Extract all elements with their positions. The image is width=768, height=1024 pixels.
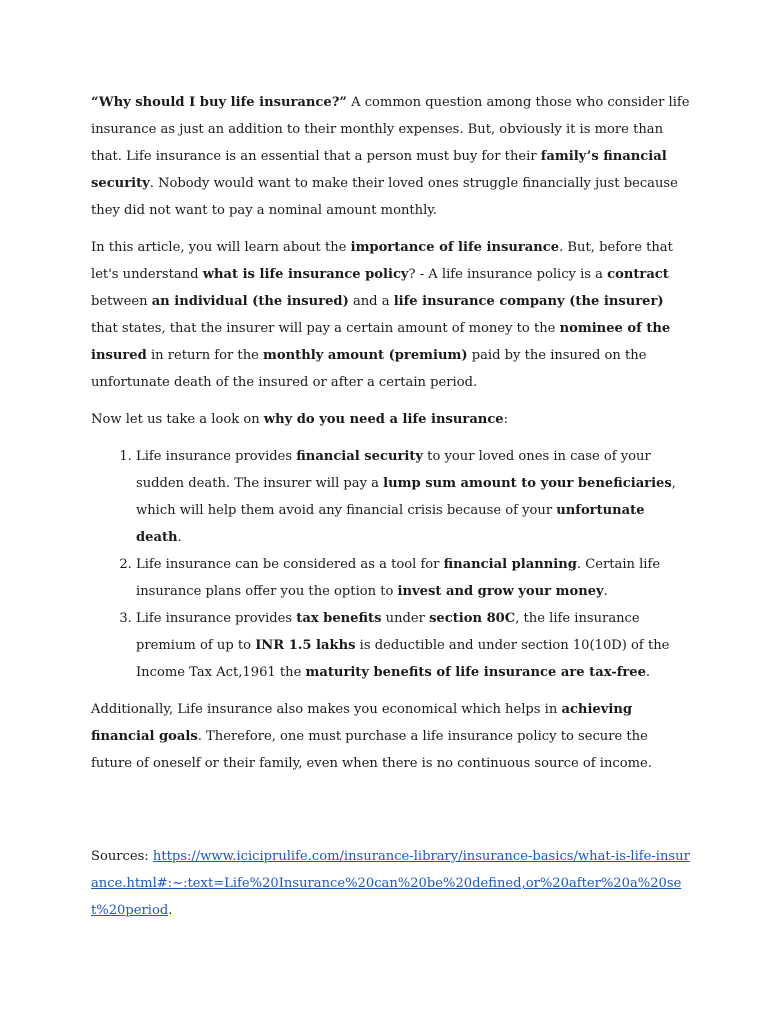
- item2-bold-1: financial planning: [443, 557, 577, 572]
- item1-text-1: Life insurance provides: [136, 449, 297, 464]
- list-item: [136, 443, 691, 551]
- intro-bold-1: family’s financial security: [91, 149, 667, 191]
- article-text-5: and a: [348, 294, 394, 309]
- closing-text-2: . Therefore, one must purchase a life insurance policy to secure the future of oneself or their family, even when there is no continuous source of income.: [91, 729, 652, 771]
- item1-bold-3: unfortunate death: [136, 503, 645, 545]
- article-text-4: between: [91, 294, 152, 309]
- item1-bold-1: financial security: [296, 449, 424, 464]
- article-bold-2: what is life insurance policy: [202, 267, 409, 282]
- item3-bold-3: INR 1.5 lakhs: [255, 638, 356, 653]
- article-bold-5: life insurance company (the insurer): [393, 294, 664, 309]
- item3-bold-2: section 80C: [429, 611, 516, 626]
- lead-paragraph: [91, 406, 691, 433]
- article-text-7: in return for the: [146, 348, 264, 363]
- intro-question: “Why should I buy life insurance?”: [91, 95, 347, 110]
- item3-text-4: is deductible and under section 10(10D) of the Income Tax Act,1961 the: [136, 638, 670, 680]
- article-text-3: ? - A life insurance policy is a: [408, 267, 608, 282]
- reasons-list: [91, 443, 691, 686]
- item3-text-5: .: [645, 665, 651, 680]
- sources-paragraph: [91, 843, 691, 924]
- intro-text-1: A common question among those who consider life insurance as just an addition to their monthly expenses. But, obviously it is more than that. Life insurance is an essential that a person must buy for their: [91, 95, 690, 164]
- item3-bold-4: maturity benefits of life insurance are tax-free: [305, 665, 646, 680]
- article-bold-7: monthly amount (premium): [263, 348, 468, 363]
- article-text-2: . But, before that let's understand: [91, 240, 673, 282]
- item1-text-4: .: [177, 530, 182, 545]
- lead-bold-1: why do you need a life insurance: [263, 412, 504, 427]
- article-bold-6: nominee of the insured: [91, 321, 671, 363]
- lead-text-1: Now let us take a look on: [91, 412, 264, 427]
- intro-text-2: . Nobody would want to make their loved ones struggle financially just because they did not want to pay a nominal amount monthly.: [91, 176, 678, 218]
- article-bold-3: contract: [607, 267, 669, 282]
- sources-end: .: [168, 903, 173, 918]
- article-bold-1: importance of life insurance: [350, 240, 560, 255]
- item1-text-3: , which will help them avoid any financial crisis because of your: [136, 476, 676, 518]
- article-bold-4: an individual (the insured): [151, 294, 349, 309]
- list-item: [136, 605, 691, 686]
- item3-text-2: under: [381, 611, 430, 626]
- list-item: [136, 551, 691, 605]
- item3-text-1: Life insurance provides: [136, 611, 297, 626]
- item3-text-3: , the life insurance premium of up to: [136, 611, 640, 653]
- item2-bold-2: invest and grow your money: [397, 584, 604, 599]
- item2-text-1: Life insurance can be considered as a tool for: [136, 557, 444, 572]
- sources-label: Sources:: [91, 849, 153, 864]
- item2-text-3: .: [603, 584, 608, 599]
- closing-text-1: Additionally, Life insurance also makes you economical which helps in: [91, 702, 562, 717]
- item1-bold-2: lump sum amount to your beneficiaries: [383, 476, 672, 491]
- closing-bold-1: achieving financial goals: [91, 702, 633, 744]
- source-link[interactable]: https://www.iciciprulife.com/insurance-library/insurance-basics/what-is-life-insurance.html#:~:text=Life%20Insurance%20can%20be%20defined,or%20after%20a%20set%20period: [91, 849, 690, 918]
- article-text-8: paid by the insured on the unfortunate death of the insured or after a certain period.: [91, 348, 647, 390]
- intro-paragraph: [91, 89, 691, 224]
- item2-text-2: . Certain life insurance plans offer you the option to: [136, 557, 661, 599]
- item3-bold-1: tax benefits: [296, 611, 382, 626]
- article-text-1: In this article, you will learn about the: [91, 240, 351, 255]
- document-body: [91, 89, 691, 787]
- item1-text-2: to your loved ones in case of your sudden death. The insurer will pay a: [136, 449, 651, 491]
- closing-paragraph: [91, 696, 691, 777]
- article-text-6: that states, that the insurer will pay a certain amount of money to the: [91, 321, 560, 336]
- article-paragraph: [91, 234, 691, 396]
- lead-text-2: :: [503, 412, 509, 427]
